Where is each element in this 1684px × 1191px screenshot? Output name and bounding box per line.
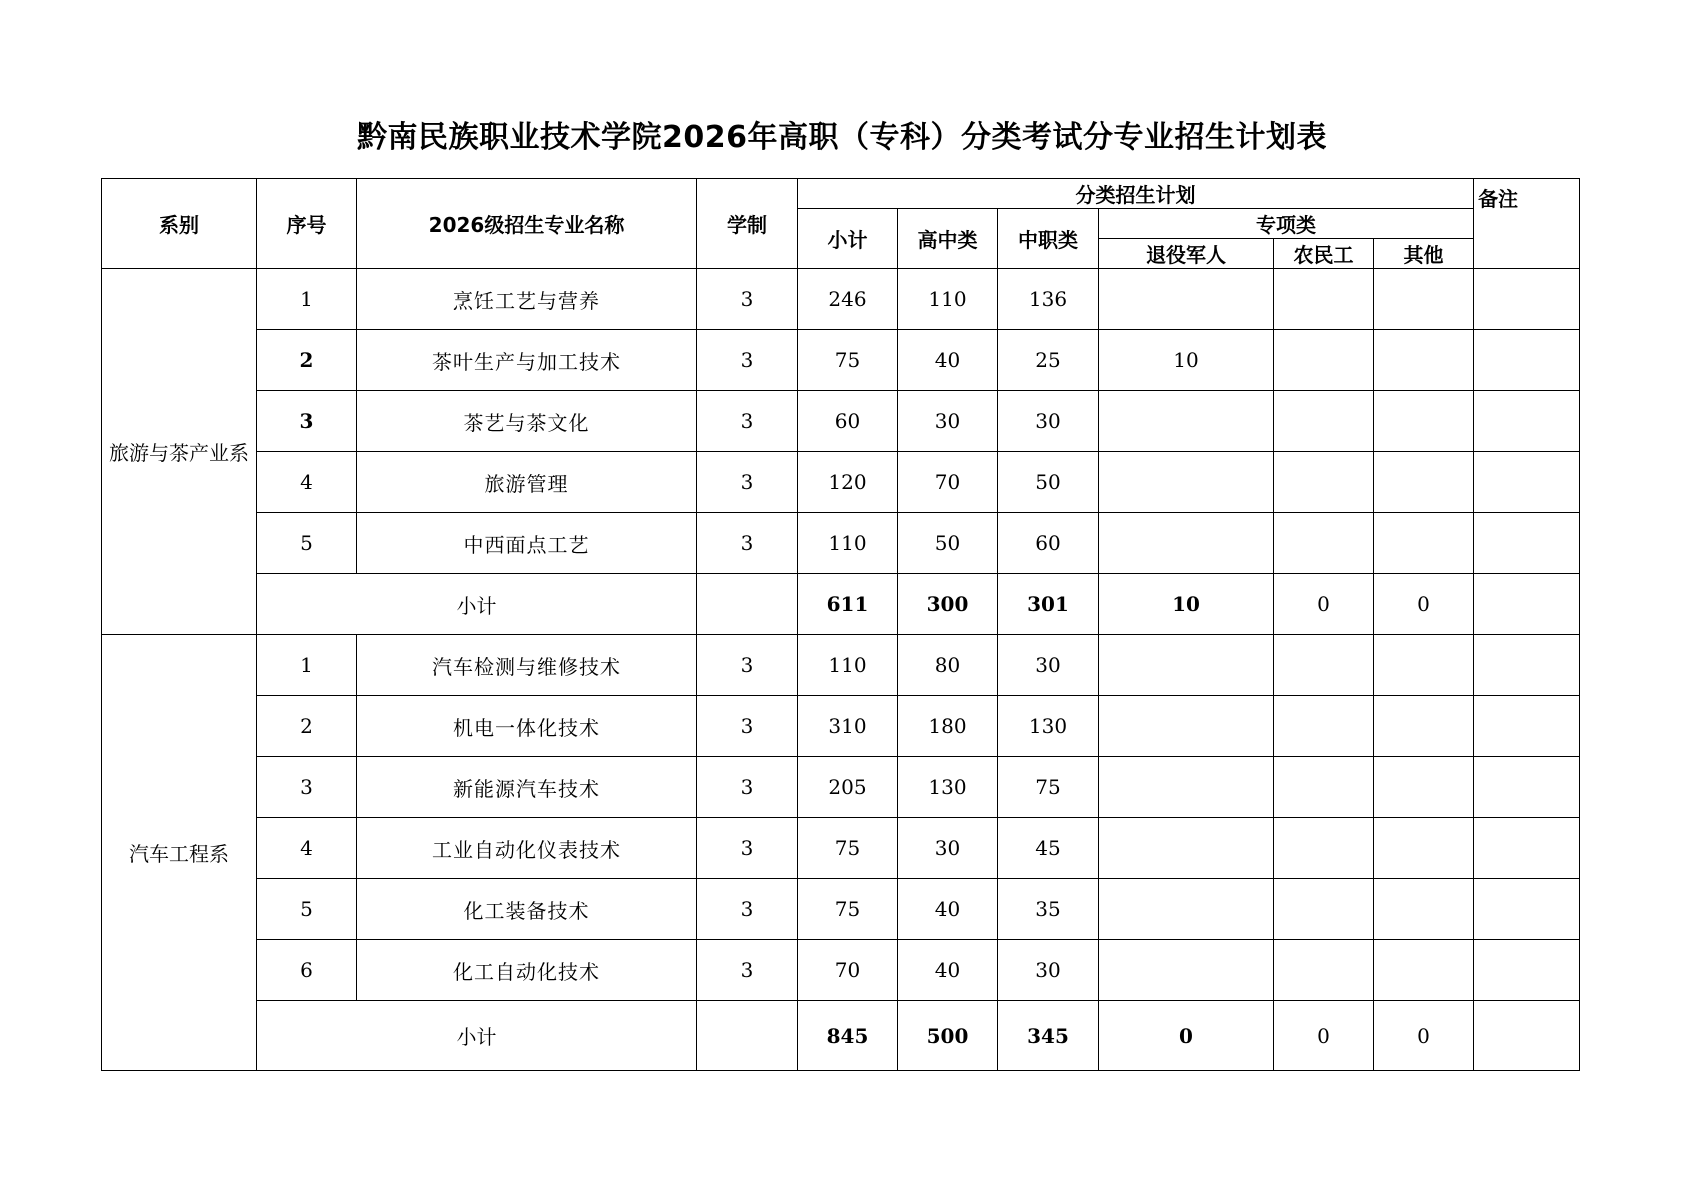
table-row [102, 757, 1580, 818]
table-header [102, 179, 1580, 269]
subtotal-cell: 246 [798, 269, 898, 330]
seq-cell: 3 [257, 757, 357, 818]
high-cell: 110 [898, 269, 998, 330]
vet-cell [1099, 513, 1274, 574]
high-cell: 50 [898, 513, 998, 574]
header-subtotal: 小计 [798, 209, 898, 269]
other-cell [1374, 879, 1474, 940]
header-other: 其他 [1374, 239, 1474, 269]
note-cell [1474, 513, 1580, 574]
note-cell [1474, 391, 1580, 452]
note-cell [1474, 940, 1580, 1001]
vet-cell [1099, 696, 1274, 757]
other-cell [1374, 757, 1474, 818]
vet-cell: 10 [1099, 574, 1274, 635]
years-cell: 3 [697, 513, 798, 574]
voc-cell: 30 [998, 391, 1099, 452]
subtotal-cell: 75 [798, 330, 898, 391]
seq-cell: 6 [257, 940, 357, 1001]
subtotal-cell: 110 [798, 513, 898, 574]
voc-cell: 301 [998, 574, 1099, 635]
header-veterans: 退役军人 [1099, 239, 1274, 269]
subtotal-label: 小计 [257, 1001, 697, 1071]
vet-cell [1099, 879, 1274, 940]
header-dept: 系别 [102, 179, 257, 269]
migrant-cell [1274, 818, 1374, 879]
high-cell: 130 [898, 757, 998, 818]
high-cell: 70 [898, 452, 998, 513]
enrollment-plan-table [101, 178, 1580, 1071]
subtotal-cell: 60 [798, 391, 898, 452]
table-row [102, 818, 1580, 879]
vet-cell [1099, 452, 1274, 513]
years-cell [697, 1001, 798, 1071]
other-cell [1374, 940, 1474, 1001]
high-cell: 500 [898, 1001, 998, 1071]
subtotal-label: 小计 [257, 574, 697, 635]
vet-cell [1099, 818, 1274, 879]
years-cell: 3 [697, 391, 798, 452]
note-cell [1474, 269, 1580, 330]
major-cell: 新能源汽车技术 [357, 757, 697, 818]
header-seq: 序号 [257, 179, 357, 269]
years-cell: 3 [697, 757, 798, 818]
other-cell [1374, 513, 1474, 574]
voc-cell: 35 [998, 879, 1099, 940]
table-row [102, 940, 1580, 1001]
header-note-blank [1474, 239, 1580, 269]
years-cell: 3 [697, 635, 798, 696]
note-cell [1474, 635, 1580, 696]
years-cell: 3 [697, 452, 798, 513]
seq-cell: 2 [257, 330, 357, 391]
years-cell [697, 574, 798, 635]
migrant-cell [1274, 391, 1374, 452]
high-cell: 80 [898, 635, 998, 696]
table-row [102, 696, 1580, 757]
other-cell [1374, 696, 1474, 757]
major-cell: 烹饪工艺与营养 [357, 269, 697, 330]
seq-cell: 4 [257, 818, 357, 879]
other-cell [1374, 330, 1474, 391]
migrant-cell [1274, 696, 1374, 757]
subtotal-cell: 611 [798, 574, 898, 635]
migrant-cell [1274, 757, 1374, 818]
major-cell: 机电一体化技术 [357, 696, 697, 757]
header-special: 专项类 [1099, 209, 1474, 239]
note-cell [1474, 1001, 1580, 1071]
header-migrant: 农民工 [1274, 239, 1374, 269]
high-cell: 40 [898, 879, 998, 940]
years-cell: 3 [697, 818, 798, 879]
migrant-cell [1274, 879, 1374, 940]
dept-cell: 旅游与茶产业系 [102, 269, 257, 635]
header-vocational: 中职类 [998, 209, 1099, 269]
table-row [102, 452, 1580, 513]
major-cell: 工业自动化仪表技术 [357, 818, 697, 879]
migrant-cell [1274, 269, 1374, 330]
header-high-school: 高中类 [898, 209, 998, 269]
voc-cell: 130 [998, 696, 1099, 757]
seq-cell: 5 [257, 513, 357, 574]
subtotal-row [102, 574, 1580, 635]
table-row [102, 269, 1580, 330]
other-cell [1374, 269, 1474, 330]
subtotal-cell: 75 [798, 879, 898, 940]
table-row [102, 513, 1580, 574]
note-cell [1474, 757, 1580, 818]
years-cell: 3 [697, 696, 798, 757]
vet-cell [1099, 635, 1274, 696]
note-cell [1474, 696, 1580, 757]
voc-cell: 345 [998, 1001, 1099, 1071]
major-cell: 汽车检测与维修技术 [357, 635, 697, 696]
migrant-cell [1274, 940, 1374, 1001]
header-years: 学制 [697, 179, 798, 269]
table-row [102, 635, 1580, 696]
seq-cell: 2 [257, 696, 357, 757]
table-row [102, 330, 1580, 391]
voc-cell: 30 [998, 635, 1099, 696]
page-title: 黔南民族职业技术学院2026年高职（专科）分类考试分专业招生计划表 [357, 120, 1327, 155]
years-cell: 3 [697, 879, 798, 940]
other-cell: 0 [1374, 1001, 1474, 1071]
seq-cell: 5 [257, 879, 357, 940]
major-cell: 化工装备技术 [357, 879, 697, 940]
voc-cell: 75 [998, 757, 1099, 818]
major-cell: 化工自动化技术 [357, 940, 697, 1001]
voc-cell: 45 [998, 818, 1099, 879]
major-cell: 旅游管理 [357, 452, 697, 513]
high-cell: 40 [898, 940, 998, 1001]
note-cell [1474, 330, 1580, 391]
seq-cell: 1 [257, 635, 357, 696]
vet-cell: 0 [1099, 1001, 1274, 1071]
table-row [102, 879, 1580, 940]
high-cell: 300 [898, 574, 998, 635]
years-cell: 3 [697, 940, 798, 1001]
migrant-cell [1274, 513, 1374, 574]
migrant-cell: 0 [1274, 1001, 1374, 1071]
other-cell [1374, 452, 1474, 513]
years-cell: 3 [697, 330, 798, 391]
migrant-cell [1274, 330, 1374, 391]
note-cell [1474, 452, 1580, 513]
header-note: 备注 [1474, 179, 1580, 239]
vet-cell [1099, 757, 1274, 818]
vet-cell [1099, 391, 1274, 452]
header-plan-group: 分类招生计划 [798, 179, 1474, 209]
seq-cell: 3 [257, 391, 357, 452]
other-cell [1374, 635, 1474, 696]
voc-cell: 30 [998, 940, 1099, 1001]
subtotal-row [102, 1001, 1580, 1071]
other-cell: 0 [1374, 574, 1474, 635]
other-cell [1374, 818, 1474, 879]
seq-cell: 1 [257, 269, 357, 330]
voc-cell: 50 [998, 452, 1099, 513]
subtotal-cell: 205 [798, 757, 898, 818]
vet-cell [1099, 269, 1274, 330]
vet-cell [1099, 940, 1274, 1001]
note-cell [1474, 574, 1580, 635]
high-cell: 180 [898, 696, 998, 757]
vet-cell: 10 [1099, 330, 1274, 391]
seq-cell: 4 [257, 452, 357, 513]
migrant-cell [1274, 635, 1374, 696]
major-cell: 茶艺与茶文化 [357, 391, 697, 452]
subtotal-cell: 75 [798, 818, 898, 879]
subtotal-cell: 70 [798, 940, 898, 1001]
subtotal-cell: 110 [798, 635, 898, 696]
major-cell: 中西面点工艺 [357, 513, 697, 574]
note-cell [1474, 879, 1580, 940]
major-cell: 茶叶生产与加工技术 [357, 330, 697, 391]
table-row [102, 391, 1580, 452]
voc-cell: 136 [998, 269, 1099, 330]
high-cell: 40 [898, 330, 998, 391]
high-cell: 30 [898, 818, 998, 879]
voc-cell: 25 [998, 330, 1099, 391]
years-cell: 3 [697, 269, 798, 330]
other-cell [1374, 391, 1474, 452]
voc-cell: 60 [998, 513, 1099, 574]
dept-cell: 汽车工程系 [102, 635, 257, 1071]
subtotal-cell: 120 [798, 452, 898, 513]
high-cell: 30 [898, 391, 998, 452]
migrant-cell: 0 [1274, 574, 1374, 635]
subtotal-cell: 845 [798, 1001, 898, 1071]
subtotal-cell: 310 [798, 696, 898, 757]
note-cell [1474, 818, 1580, 879]
header-major: 2026级招生专业名称 [357, 179, 697, 269]
migrant-cell [1274, 452, 1374, 513]
